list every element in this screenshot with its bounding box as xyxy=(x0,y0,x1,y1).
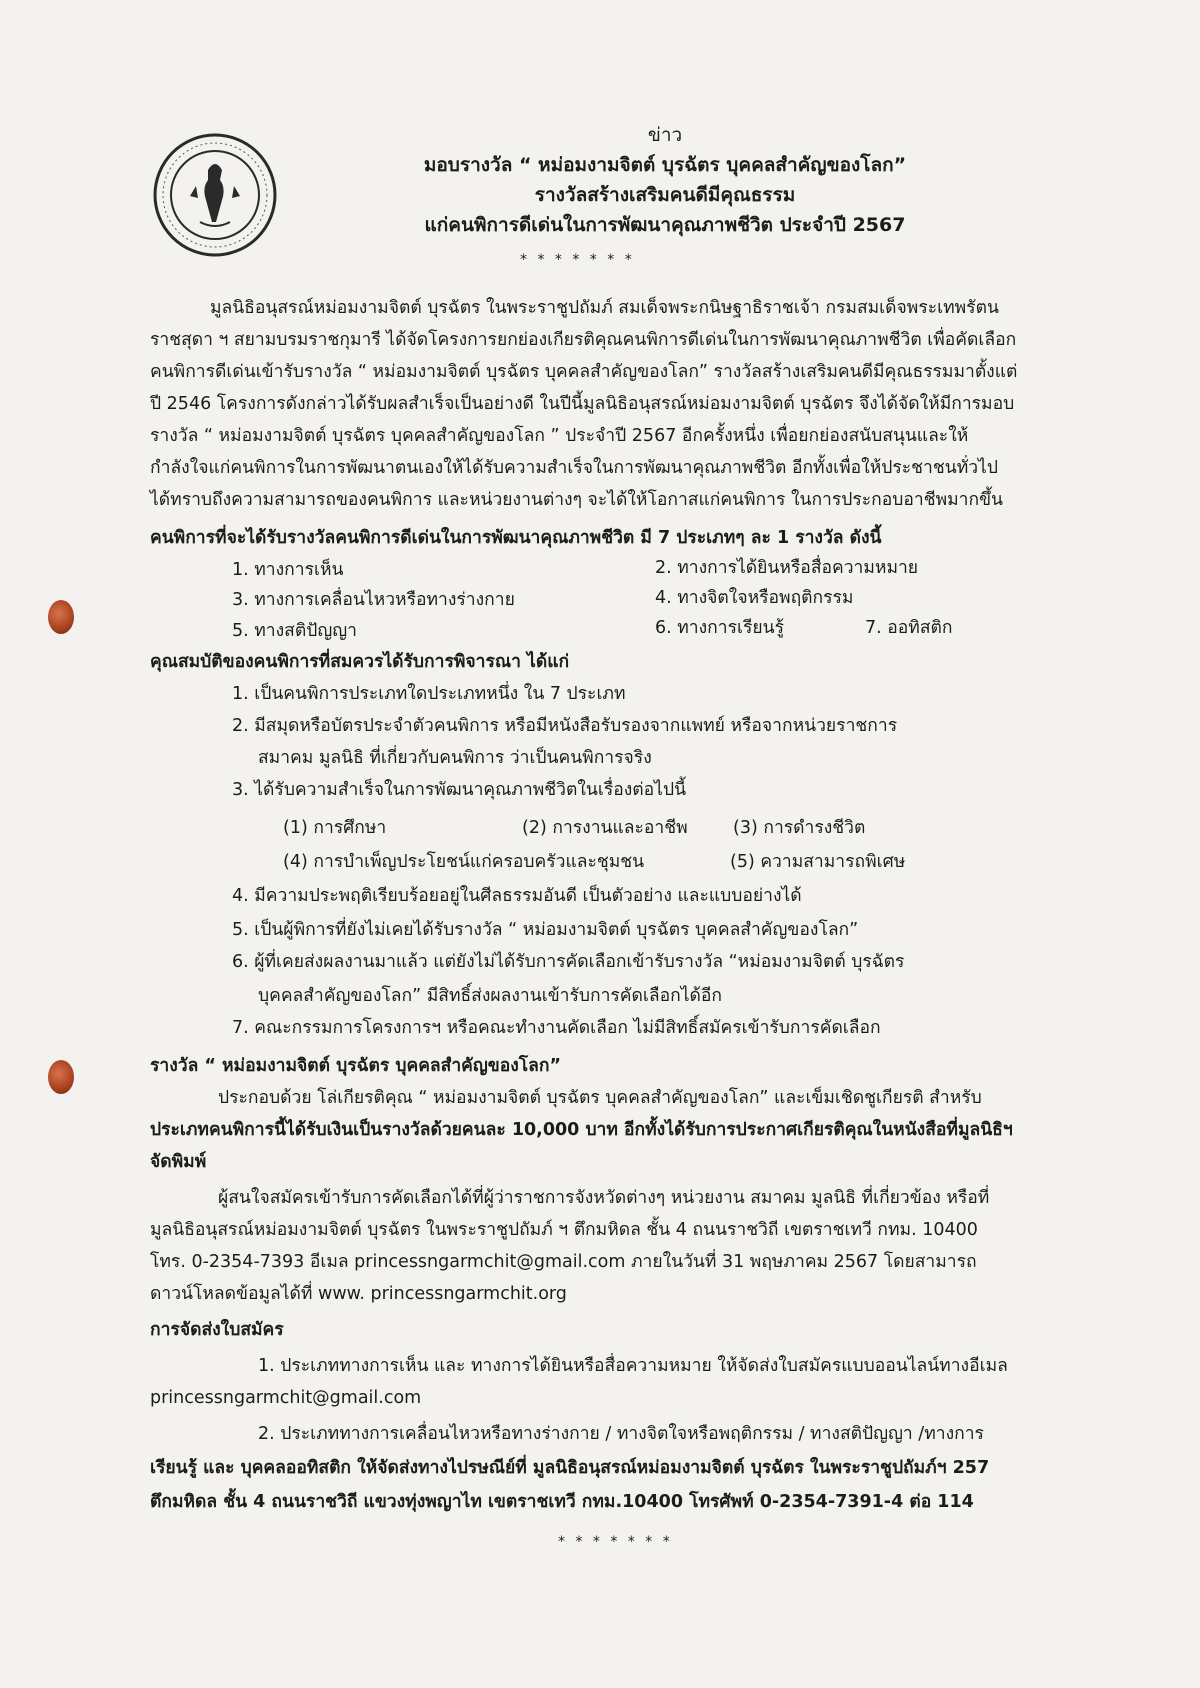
category-item: 2. ทางการได้ยินหรือสื่อความหมาย xyxy=(655,558,919,578)
categories-heading: คนพิการที่จะได้รับรางวัลคนพิการดีเด่นในการพัฒนาคุณภาพชีวิต มี 7 ประเภทๆ ละ 1 รางวัล ดังนี้ xyxy=(150,528,882,548)
qualification-item: 7. คณะกรรมการโครงการฯ หรือคณะทำงานคัดเลือก ไม่มีสิทธิ์สมัครเข้ารับการคัดเลือก xyxy=(232,1018,881,1038)
intro-line: กำลังใจแก่คนพิการในการพัฒนาตนเองให้ได้รับความสำเร็จในการพัฒนาคุณภาพชีวิต อีกทั้งเพื่อให้ประชาชนทั่วไป xyxy=(150,458,998,478)
award-line: ประเภทคนพิการนี้ได้รับเงินเป็นรางวัลด้วยคนละ 10,000 บาท อีกทั้งได้รับการประกาศเกียรติคุณในหนังสือที่มูลนิธิฯ xyxy=(150,1120,1013,1140)
qualification-item: 3. ได้รับความสำเร็จในการพัฒนาคุณภาพชีวิตในเรื่องต่อไปนี้ xyxy=(232,780,687,800)
intro-line: คนพิการดีเด่นเข้ารับรางวัล “ หม่อมงามจิตต์ บุรฉัตร บุคคลสำคัญของโลก” รางวัลสร้างเสริมคนดีมีคุณธรรมมาตั้งแต่ xyxy=(150,362,1018,382)
submit-line: เรียนรู้ และ บุคคลออทิสติก ให้จัดส่งทางไปรษณีย์ที่ มูลนิธิอนุสรณ์หม่อมงามจิตต์ บุรฉัตร ในพระราชูปถัมภ์ฯ 257 xyxy=(150,1458,990,1478)
category-item: 7. ออทิสติก xyxy=(865,618,953,638)
qualification-item: 2. มีสมุดหรือบัตรประจำตัวคนพิการ หรือมีหนังสือรับรองจากแพทย์ หรือจากหน่วยราชการ xyxy=(232,716,898,736)
qualification-subitem: (2) การงานและอาชีพ xyxy=(522,818,688,838)
award-line: จัดพิมพ์ xyxy=(150,1152,207,1172)
foundation-seal-icon xyxy=(150,130,280,260)
qualification-item: 1. เป็นคนพิการประเภทใดประเภทหนึ่ง ใน 7 ประเภท xyxy=(232,684,626,704)
category-item: 5. ทางสติปัญญา xyxy=(232,621,357,641)
category-item: 3. ทางการเคลื่อนไหวหรือทางร่างกาย xyxy=(232,590,515,610)
qualification-item: 6. ผู้ที่เคยส่งผลงานมาแล้ว แต่ยังไม่ได้รับการคัดเลือกเข้ารับรางวัล “หม่อมงามจิตต์ บุรฉัตร xyxy=(232,952,905,972)
qualification-item: 5. เป็นผู้พิการที่ยังไม่เคยได้รับรางวัล “ หม่อมงามจิตต์ บุรฉัตร บุคคลสำคัญของโลก” xyxy=(232,920,859,940)
award-line: ประกอบด้วย โล่เกียรติคุณ “ หม่อมงามจิตต์ บุรฉัตร บุคคลสำคัญของโลก” และเข็มเชิดชูเกียรติ สำหรับ xyxy=(218,1088,982,1108)
footer-separator: * * * * * * * xyxy=(558,1534,673,1550)
qualification-subitem: (3) การดำรงชีวิต xyxy=(733,818,866,838)
submit-heading: การจัดส่งใบสมัคร xyxy=(150,1320,284,1340)
news-kicker: ข่าว xyxy=(647,124,683,146)
header-separator: * * * * * * * xyxy=(520,252,635,268)
apply-line: ผู้สนใจสมัครเข้ารับการคัดเลือกได้ที่ผู้ว่าราชการจังหวัดต่างๆ หน่วยงาน สมาคม มูลนิธิ ที่เกี่ยวข้อง หรือที่ xyxy=(218,1188,990,1208)
title-line-1: มอบรางวัล “ หม่อมงามจิตต์ บุรฉัตร บุคคลสำคัญของโลก” xyxy=(423,154,907,176)
qualification-subitem: (4) การบำเพ็ญประโยชน์แก่ครอบครัวและชุมชน xyxy=(283,852,645,872)
qualification-subitem: (5) ความสามารถพิเศษ xyxy=(730,852,906,872)
title-line-2: รางวัลสร้างเสริมคนดีมีคุณธรรม xyxy=(534,184,796,206)
intro-line: ราชสุดา ฯ สยามบรมราชกุมารี ได้จัดโครงการยกย่องเกียรติคุณคนพิการดีเด่นในการพัฒนาคุณภาพชีวิต เพื่อคัดเลือก xyxy=(150,330,1017,350)
intro-line: ได้ทราบถึงความสามารถของคนพิการ และหน่วยงานต่างๆ จะได้ให้โอกาสแก่คนพิการ ในการประกอบอาชีพมากขึ้น xyxy=(150,490,1004,510)
title-line-3: แก่คนพิการดีเด่นในการพัฒนาคุณภาพชีวิต ประจำปี 2567 xyxy=(424,214,906,236)
punch-hole xyxy=(48,1060,74,1094)
qualification-item: สมาคม มูลนิธิ ที่เกี่ยวกับคนพิการ ว่าเป็นคนพิการจริง xyxy=(258,748,652,768)
apply-line: ดาวน์โหลดข้อมูลได้ที่ www. princessngarmchit.org xyxy=(150,1284,567,1304)
category-item: 6. ทางการเรียนรู้ xyxy=(655,618,784,638)
submit-line: 1. ประเภททางการเห็น และ ทางการได้ยินหรือสื่อความหมาย ให้จัดส่งใบสมัครแบบออนไลน์ทางอีเมล xyxy=(258,1356,1008,1376)
award-heading: รางวัล “ หม่อมงามจิตต์ บุรฉัตร บุคคลสำคัญของโลก” xyxy=(150,1056,562,1076)
submit-line: princessngarmchit@gmail.com xyxy=(150,1388,422,1408)
intro-line: ปี 2546 โครงการดังกล่าวได้รับผลสำเร็จเป็นอย่างดี ในปีนี้มูลนิธิอนุสรณ์หม่อมงามจิตต์ บุรฉัตร จึงได้จัดให้มีการมอบ xyxy=(150,394,1015,414)
submit-line: 2. ประเภททางการเคลื่อนไหวหรือทางร่างกาย / ทางจิตใจหรือพฤติกรรม / ทางสติปัญญา /ทางการ xyxy=(258,1424,984,1444)
category-item: 4. ทางจิตใจหรือพฤติกรรม xyxy=(655,588,854,608)
apply-line: โทร. 0-2354-7393 อีเมล princessngarmchit@gmail.com ภายในวันที่ 31 พฤษภาคม 2567 โดยสามารถ xyxy=(150,1252,977,1272)
intro-line: มูลนิธิอนุสรณ์หม่อมงามจิตต์ บุรฉัตร ในพระราชูปถัมภ์ สมเด็จพระกนิษฐาธิราชเจ้า กรมสมเด็จพระเทพรัตน xyxy=(210,298,999,318)
punch-hole xyxy=(48,600,74,634)
qualifications-heading: คุณสมบัติของคนพิการที่สมควรได้รับการพิจารณา ได้แก่ xyxy=(150,652,570,672)
qualification-item: 4. มีความประพฤติเรียบร้อยอยู่ในศีลธรรมอันดี เป็นตัวอย่าง และแบบอย่างได้ xyxy=(232,886,802,906)
qualification-item: บุคคลสำคัญของโลก” มีสิทธิ์ส่งผลงานเข้ารับการคัดเลือกได้อีก xyxy=(258,986,722,1006)
category-item: 1. ทางการเห็น xyxy=(232,560,344,580)
intro-line: รางวัล “ หม่อมงามจิตต์ บุรฉัตร บุคคลสำคัญของโลก ” ประจำปี 2567 อีกครั้งหนึ่ง เพื่อยกย่องสนับสนุนและให้ xyxy=(150,426,969,446)
qualification-subitem: (1) การศึกษา xyxy=(283,818,387,838)
apply-line: มูลนิธิอนุสรณ์หม่อมงามจิตต์ บุรฉัตร ในพระราชูปถัมภ์ ฯ ตึกมหิดล ชั้น 4 ถนนราชวิถี เขตราชเทวี กทม. 10400 xyxy=(150,1220,978,1240)
submit-line: ตึกมหิดล ชั้น 4 ถนนราชวิถี แขวงทุ่งพญาไท เขตราชเทวี กทม.10400 โทรศัพท์ 0-2354-7391-4 ต่อ 114 xyxy=(150,1492,974,1512)
